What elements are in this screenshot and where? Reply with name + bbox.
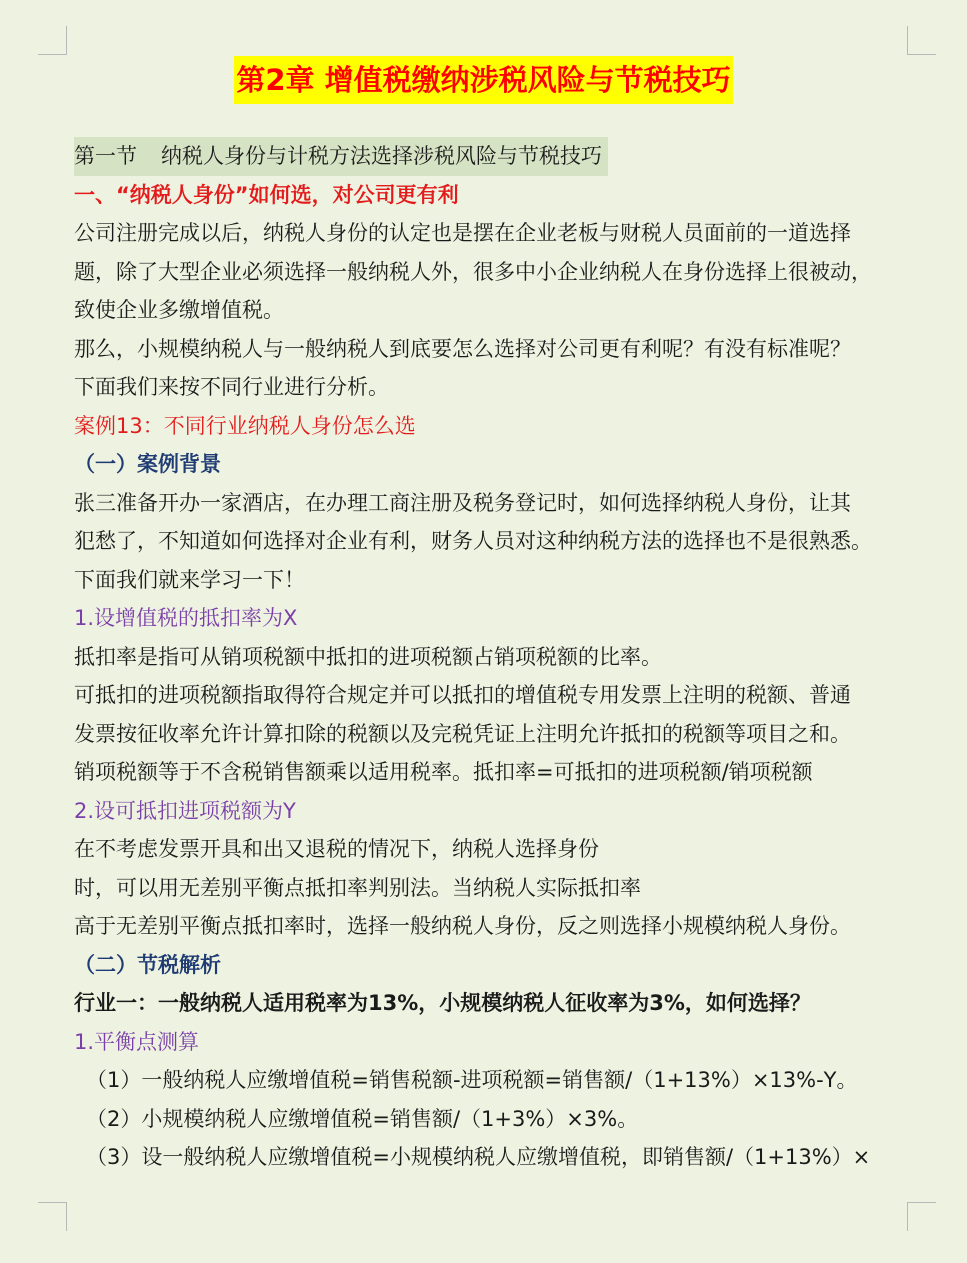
- subheading-case-background: （一）案例背景: [74, 452, 221, 476]
- paragraph-line: 下面我们就来学习一下！: [74, 567, 305, 592]
- formula-line: （2）小规模纳税人应缴增值税=销售额/（1+3%）×3%。: [86, 1106, 639, 1131]
- heading-1: 一、“纳税人身份”如何选，对公司更有利: [74, 182, 459, 207]
- numbered-heading-2: 2.设可抵扣进项税额为Y: [74, 798, 296, 823]
- paragraph-line: 高于无差别平衡点抵扣率时，选择一般纳税人身份，反之则选择小规模纳税人身份。: [74, 914, 851, 938]
- page-corner-mark-bottom-right: [907, 1202, 936, 1231]
- paragraph-line: 抵扣率是指可从销项税额中抵扣的进项税额占销项税额的比率。: [74, 644, 662, 669]
- formula-line: （1）一般纳税人应缴增值税=销售税额-进项税额=销售额/（1+13%）×13%-Y。: [86, 1068, 858, 1092]
- paragraph-line: 可抵扣的进项税额指取得符合规定并可以抵扣的增值税专用发票上注明的税额、普通: [74, 683, 851, 707]
- paragraph-line: 发票按征收率允许计算扣除的税额以及完税凭证上注明允许抵扣的税额等项目之和。: [74, 721, 851, 746]
- paragraph-line: 时，可以用无差别平衡点抵扣率判别法。当纳税人实际抵扣率: [74, 875, 641, 900]
- case-title: 案例13：不同行业纳税人身份怎么选: [74, 413, 416, 438]
- numbered-heading-balance-point: 1.平衡点测算: [74, 1029, 200, 1054]
- section-heading-highlight: [74, 137, 608, 176]
- paragraph-line: 在不考虑发票开具和出又退税的情况下，纳税人选择身份: [74, 837, 599, 861]
- numbered-heading-1: 1.设增值税的抵扣率为X: [74, 606, 298, 630]
- section-heading: [74, 137, 924, 176]
- subheading-tax-analysis: （二）节税解析: [74, 952, 221, 977]
- paragraph-line: 题，除了大型企业必须选择一般纳税人外，很多中小企业纳税人在身份选择上很被动，: [74, 259, 872, 284]
- paragraph-line: 公司注册完成以后，纳税人身份的认定也是摆在企业老板与财税人员面前的一道选择: [74, 221, 851, 245]
- section-name: 纳税人身份与计税方法选择涉税风险与节税技巧: [161, 144, 602, 168]
- page-corner-mark-bottom-left: [38, 1202, 67, 1231]
- page-corner-mark-top-right: [907, 26, 936, 55]
- paragraph-line: 犯愁了，不知道如何选择对企业有利，财务人员对这种纳税方法的选择也不是很熟悉。: [74, 529, 872, 553]
- paragraph-line: 那么，小规模纳税人与一般纳税人到底要怎么选择对公司更有利呢？有没有标准呢？: [74, 336, 851, 361]
- paragraph-line: 下面我们来按不同行业进行分析。: [74, 375, 389, 399]
- industry-heading: 行业一：一般纳税人适用税率为13%，小规模纳税人征收率为3%，如何选择？: [74, 991, 811, 1015]
- paragraph-line: 张三准备开办一家酒店，在办理工商注册及税务登记时，如何选择纳税人身份，让其: [74, 490, 851, 515]
- formula-line: （3）设一般纳税人应缴增值税=小规模纳税人应缴增值税，即销售额/（1+13%）×: [86, 1145, 871, 1169]
- section-number: 第一节: [74, 144, 137, 168]
- page-corner-mark-top-left: [38, 26, 67, 55]
- paragraph-line: 致使企业多缴增值税。: [74, 298, 284, 322]
- paragraph-line: 销项税额等于不含税销售额乘以适用税率。抵扣率=可抵扣的进项税额/销项税额: [74, 760, 813, 784]
- document-body: [74, 137, 924, 1177]
- chapter-title-wrap: [0, 56, 967, 104]
- chapter-title: 第2章 增值税缴纳涉税风险与节税技巧: [234, 56, 732, 104]
